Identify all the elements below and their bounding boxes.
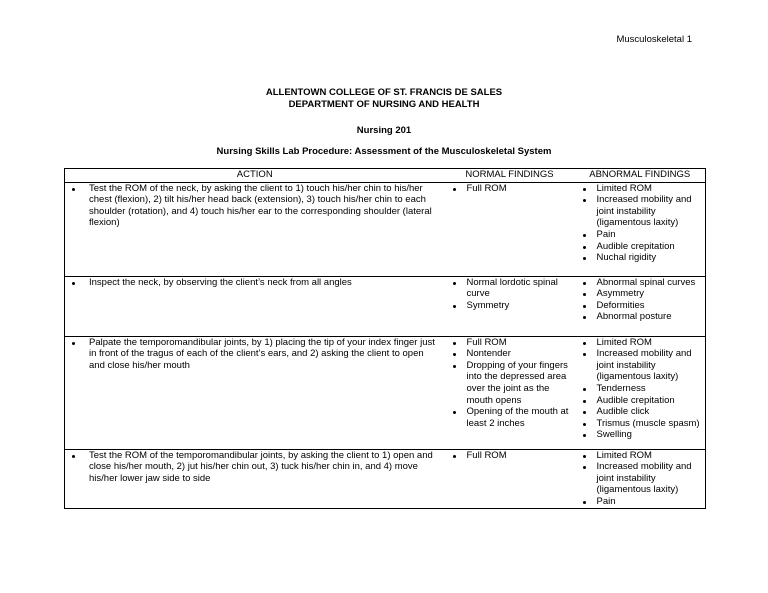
course-title: Nursing 201 (356, 125, 412, 136)
procedure-table (64, 168, 706, 509)
table-row (65, 276, 706, 336)
action-cell (65, 182, 445, 276)
normal-findings-cell (445, 182, 575, 276)
normal-finding-item: Symmetry (445, 300, 575, 312)
normal-findings-cell (445, 336, 575, 449)
abnormal-finding-item: Audible click (575, 406, 706, 418)
action-cell (65, 336, 445, 449)
abnormal-finding-item: Increased mobility and joint instability (ligamentous laxity) (575, 348, 706, 383)
normal-finding-item: Nontender (445, 348, 575, 360)
normal-finding-item: Opening of the mouth at least 2 inches (445, 406, 575, 429)
table-row (65, 182, 706, 276)
abnormal-finding-item: Increased mobility and joint instability (ligamentous laxity) (575, 194, 706, 229)
table-row (65, 336, 706, 449)
department-title: DEPARTMENT OF NURSING AND HEALTH (288, 99, 480, 110)
running-header: Musculoskeletal 1 (616, 34, 692, 45)
abnormal-findings-cell (575, 276, 706, 336)
action-text: Palpate the temporomandibular joints, by 1) placing the tip of your index finger just in front of the tragus of each of the client’s ears, and 2) asking the client to open and close his/her mouth (65, 337, 445, 372)
column-header-normal: NORMAL FINDINGS (445, 169, 575, 183)
title-block (0, 87, 768, 111)
abnormal-finding-item: Audible crepitation (575, 395, 706, 407)
abnormal-findings-cell (575, 449, 706, 508)
normal-findings-cell (445, 449, 575, 508)
normal-finding-item: Full ROM (445, 337, 575, 349)
abnormal-finding-item: Limited ROM (575, 183, 706, 195)
normal-finding-item: Full ROM (445, 183, 575, 195)
abnormal-finding-item: Abnormal posture (575, 311, 706, 323)
normal-finding-item: Full ROM (445, 450, 575, 462)
normal-finding-item: Normal lordotic spinal curve (445, 277, 575, 300)
table-row (65, 449, 706, 508)
abnormal-finding-item: Limited ROM (575, 450, 706, 462)
table-header-row (65, 169, 706, 183)
action-cell (65, 449, 445, 508)
abnormal-finding-item: Pain (575, 229, 706, 241)
action-text: Test the ROM of the neck, by asking the client to 1) touch his/her chin to his/her chest (flexion), 2) tilt his/her head back (extension), 3) touch his/her chin to each shoulder (rotation), and 4) touch his/her ear to the corresponding shoulder (lateral flexion) (65, 183, 445, 229)
procedure-title: Nursing Skills Lab Procedure: Assessment of the Musculoskeletal System (216, 146, 552, 157)
abnormal-finding-item: Asymmetry (575, 288, 706, 300)
column-header-action: ACTION (65, 169, 445, 183)
action-cell (65, 276, 445, 336)
abnormal-finding-item: Deformities (575, 300, 706, 312)
abnormal-finding-item: Nuchal rigidity (575, 252, 706, 264)
abnormal-findings-cell (575, 336, 706, 449)
abnormal-finding-item: Swelling (575, 429, 706, 441)
normal-finding-item: Dropping of your fingers into the depressed area over the joint as the mouth opens (445, 360, 575, 406)
column-header-abnormal: ABNORMAL FINDINGS (575, 169, 706, 183)
abnormal-finding-item: Increased mobility and joint instability (ligamentous laxity) (575, 461, 706, 496)
normal-findings-cell (445, 276, 575, 336)
college-title: ALLENTOWN COLLEGE OF ST. FRANCIS DE SALES (265, 87, 503, 98)
abnormal-finding-item: Limited ROM (575, 337, 706, 349)
abnormal-finding-item: Tenderness (575, 383, 706, 395)
action-text: Inspect the neck, by observing the client’s neck from all angles (65, 277, 445, 289)
abnormal-findings-cell (575, 182, 706, 276)
abnormal-finding-item: Pain (575, 496, 706, 508)
abnormal-finding-item: Trismus (muscle spasm) (575, 418, 706, 430)
abnormal-finding-item: Abnormal spinal curves (575, 277, 706, 289)
abnormal-finding-item: Audible crepitation (575, 241, 706, 253)
action-text: Test the ROM of the temporomandibular joints, by asking the client to 1) open and close his/her mouth, 2) jut his/her chin out, 3) tuck his/her chin in, and 4) move his/her lower jaw side to side (65, 450, 445, 485)
